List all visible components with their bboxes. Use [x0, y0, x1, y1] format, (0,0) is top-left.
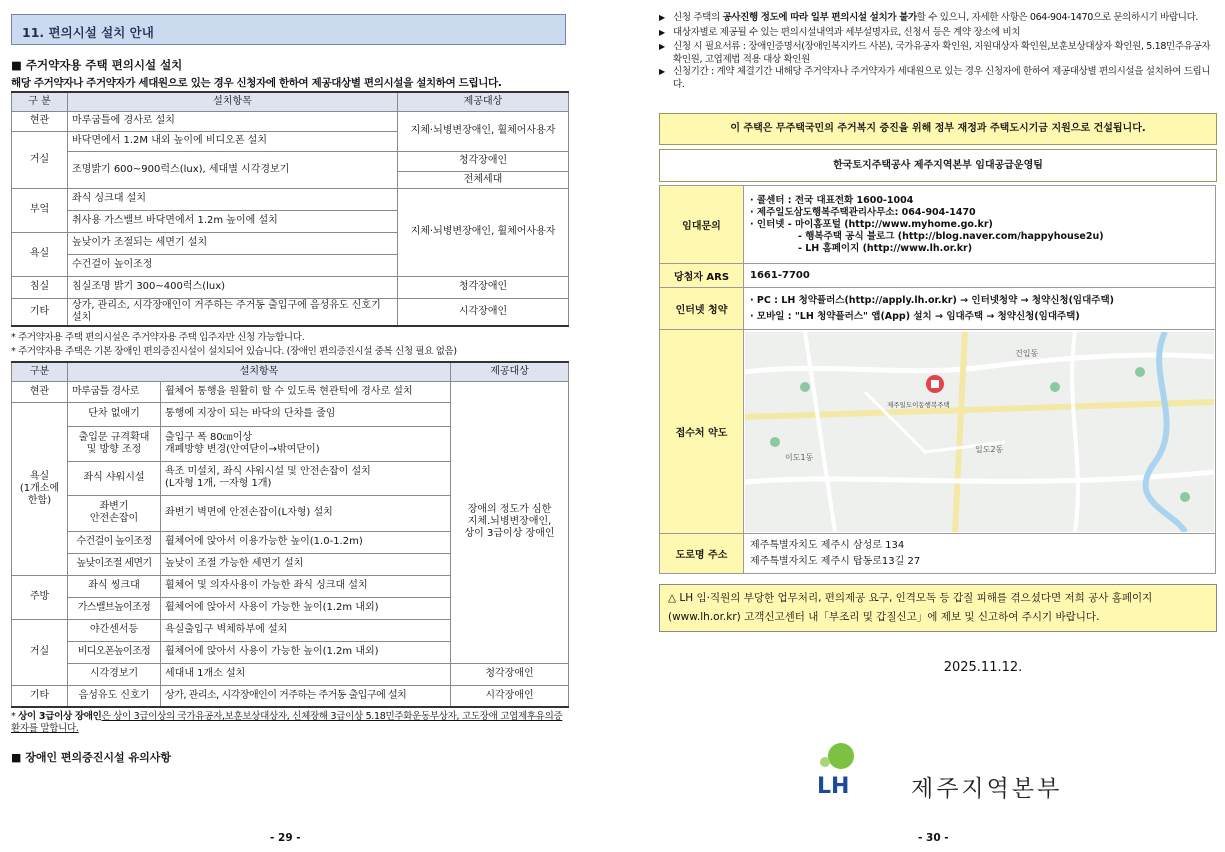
label-internet: 인터넷 청약 — [660, 288, 744, 330]
lh-logo-text: LH — [817, 774, 850, 799]
bullet-marker-icon: ▶ — [659, 27, 665, 37]
footnote-text: 은 상이 3급이상의 국가유공자,보훈보상대상자, 신체장해 3급이상 5.18민주화운동부상자, 고도장애 고엽제후유의증환자를 말합니다. — [11, 711, 563, 734]
label-map: 접수처 약도 — [660, 330, 744, 534]
inquiry-line: · 콜센터 : 전국 대표전화 1600-1004 — [750, 194, 914, 206]
col-header: 구 분 — [12, 92, 68, 111]
category-cell: 현관 — [12, 381, 68, 402]
footnote — [11, 711, 568, 735]
bullet-text: 할 수 있으니, 자세한 사항은 064-904-1470으로 문의하시기 바랍니다. — [916, 12, 1199, 23]
category-cell: 기타 — [12, 298, 68, 326]
bullet-item — [659, 27, 1217, 40]
footnote-star: * — [11, 711, 19, 722]
item-name-cell: 좌식 샤워시설 — [68, 461, 161, 495]
address-line: 제주특별자치도 제주시 탑동로13길 27 — [750, 555, 921, 567]
map-cell — [744, 330, 1216, 534]
bullet-list — [659, 12, 1217, 91]
item-cell: 좌식 싱크대 설치 — [68, 188, 398, 210]
target-cell: 전체세대 — [398, 171, 569, 188]
target-cell: 청각장애인 — [398, 276, 569, 298]
category-cell: 현관 — [12, 111, 68, 131]
item-desc-cell: 높낮이 조절 가능한 세면기 설치 — [161, 553, 451, 575]
item-desc-cell: 휠체어에 앉아서 사용이 가능한 높이(1.2m 내외) — [161, 641, 451, 663]
bullet-bold: 공사진행 정도에 따라 일부 편의시설 설치가 불가 — [722, 12, 917, 23]
item-name-cell: 좌변기 안전손잡이 — [68, 495, 161, 531]
note-1: * 주거약자용 주택 편의시설은 주거약자용 주택 입주자만 신청 가능합니다. — [11, 332, 305, 343]
item-desc-cell: 휠체어에 앉아서 이용가능한 높이(1.0-1.2m) — [161, 531, 451, 553]
item-name-cell: 음성유도 신호기 — [68, 685, 161, 707]
misconduct-notice: △ LH 임·직원의 부당한 업무처리, 편의제공 요구, 인격모독 등 갑질 피해를 겪으셨다면 저희 공사 홈페이지(www.lh.or.kr) 고객신고센터 내「부조리 및 갑질신고」에 제보 및 신고하여 주시기 바랍니다. — [659, 584, 1217, 632]
bullet-text: 대상자별로 제공될 수 있는 편의시설내역과 세부설명자료, 신청서 등은 계약 장소에 비치 — [673, 26, 1021, 38]
bullet-marker-icon: ▶ — [659, 13, 665, 22]
item-cell: 상가, 관리소, 시각장애인이 거주하는 주거동 출입구에 음성유도 신호기 설치 — [68, 298, 398, 326]
bullet-item — [659, 66, 1217, 91]
item-desc-cell: 욕실출입구 벽체하부에 설치 — [161, 619, 451, 641]
location-map[interactable] — [745, 332, 1214, 532]
item-cell: 취사용 가스밸브 바닥면에서 1.2m 높이에 설치 — [68, 210, 398, 232]
bullet-marker-icon: ▶ — [659, 67, 665, 76]
item-desc-cell: 휠체어에 앉아서 사용이 가능한 높이(1.2m 내외) — [161, 597, 451, 619]
bullet-marker-icon: ▶ — [659, 42, 665, 51]
target-cell: 시각장애인 — [451, 685, 569, 707]
col-header: 설치항목 — [68, 92, 398, 111]
item-name-cell: 수건걸이 높이조정 — [68, 531, 161, 553]
bullet-item — [659, 12, 1217, 25]
item-cell: 높낮이가 조절되는 세면기 설치 — [68, 232, 398, 254]
item-desc-cell: 욕조 미설치, 좌식 샤워시설 및 안전손잡이 설치 (L자형 1개, ㅡ자형 1개) — [161, 461, 451, 495]
col-header: 구분 — [12, 362, 68, 381]
item-desc-cell: 세대내 1개소 설치 — [161, 663, 451, 685]
inquiry-line[interactable]: - LH 홈페이지 (http://www.lh.or.kr) — [798, 242, 973, 254]
page-30 — [659, 12, 1217, 848]
map-label-geonip: 건입동 — [1015, 348, 1039, 358]
category-cell: 거실 — [12, 131, 68, 188]
label-ars: 당첨자 ARS — [660, 264, 744, 288]
issue-date: 2025.11.12. — [943, 660, 1023, 675]
heading-description: 해당 주거약자나 주거약자가 세대원으로 있는 경우 신청자에 한하여 제공대상별 편의시설을 설치하여 드립니다. — [11, 77, 502, 89]
item-cell: 마루굽틀에 경사로 설치 — [68, 111, 398, 131]
item-name-cell: 단차 없애기 — [68, 402, 161, 426]
org-banner-text: 한국토지주택공사 제주지역본부 임대공급운영팀 — [833, 160, 1043, 171]
org-name: 제주지역본부 — [911, 776, 1063, 802]
internet-line[interactable]: · PC : LH 청약플러스(http://apply.lh.or.kr) → 인터넷청약 → 청약신청(임대주택) — [750, 294, 1114, 306]
item-name-cell: 출입문 규격확대 및 방향 조정 — [68, 426, 161, 461]
category-cell: 욕실 — [12, 232, 68, 276]
map-label-ido1: 이도1동 — [785, 452, 814, 462]
item-name-cell: 야간센서등 — [68, 619, 161, 641]
bullet-text: 신청 시 필요서류 : 장애인증명서(장애인복지카드 사본), 국가유공자 확인원, 지원대상자 확인원,보훈보상대상자 확인원, 5.18민주유공자 확인원, 고엽제법 적용 대상 확인원 — [673, 41, 1211, 65]
category-cell: 침실 — [12, 276, 68, 298]
ars-value: 1661-7700 — [744, 264, 1216, 288]
org-banner — [659, 149, 1217, 182]
label-address: 도로명 주소 — [660, 534, 744, 574]
item-name-cell: 가스밸브높이조정 — [68, 597, 161, 619]
target-cell: 장애의 정도가 심한 지체.뇌병변장애인, 상이 3급이상 장애인 — [451, 381, 569, 663]
item-name-cell: 시각경보기 — [68, 663, 161, 685]
table-elderly-facilities — [11, 91, 569, 327]
inquiry-line[interactable]: · 인터넷 - 마이홈포털 (http://www.myhome.go.kr) — [750, 218, 993, 230]
target-cell: 청각장애인 — [451, 663, 569, 685]
category-cell: 거실 — [12, 619, 68, 685]
item-desc-cell: 통행에 지장이 되는 바닥의 단차를 줄임 — [161, 402, 451, 426]
item-name-cell: 좌식 씽크대 — [68, 575, 161, 597]
inquiry-line[interactable]: - 행복주택 공식 블로그 (http://blog.naver.com/happyhouse2u) — [798, 230, 1104, 242]
contact-table — [659, 185, 1216, 574]
item-name-cell: 비디오폰높이조정 — [68, 641, 161, 663]
item-desc-cell: 상가, 관리소, 시각장애인이 거주하는 주거동 출입구에 설치 — [161, 685, 451, 707]
category-cell: 기타 — [12, 685, 68, 707]
item-cell: 침실조명 밝기 300~400럭스(lux) — [68, 276, 398, 298]
internet-info — [744, 288, 1216, 330]
col-header: 설치항목 — [68, 362, 451, 381]
footer-logo — [811, 740, 1081, 800]
target-cell: 지체·뇌병변장애인, 휠체어사용자 — [398, 111, 569, 151]
map-label-destination: 제주일도이동행복주택 — [887, 400, 950, 409]
item-desc-cell: 출입구 폭 80㎝이상 개폐방향 변경(안여닫이→밖여닫이) — [161, 426, 451, 461]
page-number-29: - 29 - — [270, 832, 301, 844]
item-name-cell: 마루굽틀 경사로 — [68, 381, 161, 402]
category-cell: 욕실 (1개소에 한함) — [12, 402, 68, 575]
target-cell: 시각장애인 — [398, 298, 569, 326]
category-cell: 주방 — [12, 575, 68, 619]
item-cell: 수건걸이 높이조정 — [68, 254, 398, 276]
target-cell: 지체·뇌병변장애인, 휠체어사용자 — [398, 188, 569, 276]
category-cell: 부엌 — [12, 188, 68, 232]
item-desc-cell: 휠체어 및 의자사용이 가능한 좌식 싱크대 설치 — [161, 575, 451, 597]
item-desc-cell: 휠체어 통행을 원활히 할 수 있도록 현관턱에 경사로 설치 — [161, 381, 451, 402]
col-header: 제공대상 — [398, 92, 569, 111]
target-cell: 청각장애인 — [398, 151, 569, 171]
item-name-cell: 높낮이조절 세면기 — [68, 553, 161, 575]
page-number-30: - 30 - — [918, 832, 949, 844]
address-line: 제주특별자치도 제주시 삼성로 134 — [750, 539, 905, 551]
item-cell: 바닥면에서 1.2M 내외 높이에 비디오폰 설치 — [68, 131, 398, 151]
inquiry-line: · 제주일도삼도행복주택관리사무소: 064-904-1470 — [750, 206, 976, 218]
table-disabled-facilities — [11, 361, 569, 708]
section-title: 11. 편의시설 설치 안내 — [11, 14, 566, 45]
col-header: 제공대상 — [451, 362, 569, 381]
heading-precautions: ■ 장애인 편의증진시설 유의사항 — [11, 751, 172, 764]
footnote-bold: 상이 3급이상 장애인 — [18, 711, 102, 722]
internet-line[interactable]: · 모바일 : "LH 청약플러스" 앱(App) 설치 → 임대주택 → 청약신청(임대주택) — [750, 310, 1080, 322]
map-graphic — [745, 332, 1214, 532]
note-2: * 주거약자용 주택은 기본 장애인 편의증진시설이 설치되어 있습니다. (장애인 편의증진시설 중복 신청 필요 없음) — [11, 346, 457, 357]
address-info — [744, 534, 1216, 574]
bullet-item — [659, 41, 1217, 66]
label-inquiry: 임대문의 — [660, 186, 744, 264]
bullet-text: 신청 주택의 — [673, 12, 723, 23]
item-cell: 조명밝기 600~900럭스(lux), 세대별 시각경보기 — [68, 151, 398, 188]
page-29 — [11, 14, 568, 848]
heading-facility: ■ 주거약자용 주택 편의시설 설치 — [11, 58, 183, 72]
inquiry-info — [744, 186, 1216, 264]
funding-banner: 이 주택은 무주택국민의 주거복지 증진을 위해 정부 재정과 주택도시기금 지원으로 건설됩니다. — [659, 113, 1217, 145]
bullet-text: 신청기간 : 계약 체결기간 내해당 주거약자나 주거약자가 세대원으로 있는 경우 신청자에 한하여 제공대상별 편의시설을 설치하여 드립니다. — [673, 66, 1211, 90]
map-label-ildo2: 일도2동 — [975, 444, 1004, 454]
item-desc-cell: 좌변기 벽면에 안전손잡이(L자형) 설치 — [161, 495, 451, 531]
